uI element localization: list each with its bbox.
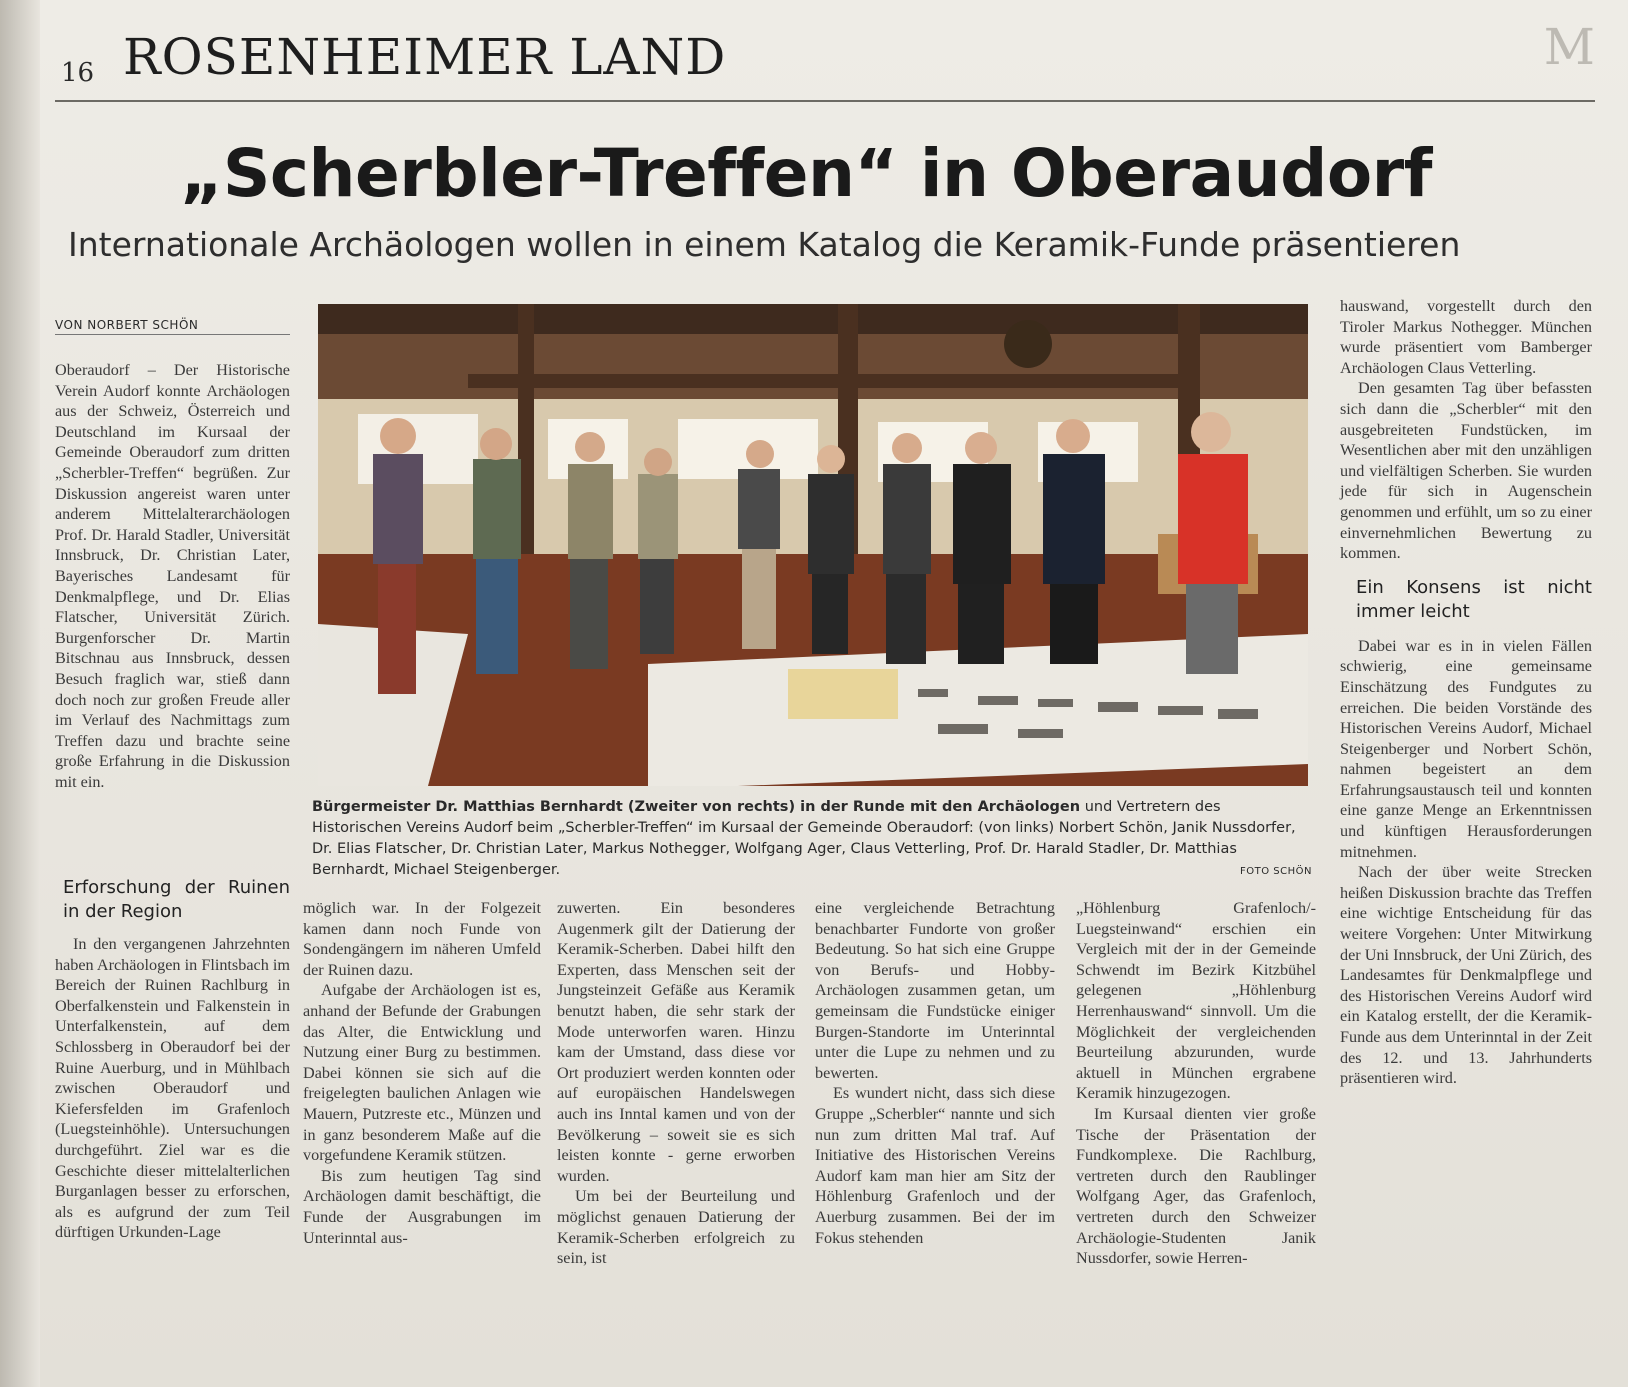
facing-page-ghost-text: M bbox=[1543, 18, 1595, 76]
paragraph: Nach der über weite Strecken heißen Diskussion brachte das Treffen eine wichtige Entscheidung für das weitere Vorgehen: Unter Mitwirkung der Uni Innsbruck, der Uni Zürich, des Landesamtes für Denkmalpflege und des Historischen Vereins Audorf wird ein Katalog erstellt, der die Keramik-Funde aus dem Unterinntal in der Zeit des 12. und 13. Jahrhunderts präsentieren wird. bbox=[1340, 863, 1592, 1088]
caption-rest: und Vertretern des Historischen Vereins Audorf beim „Scherbler-Treffen“ im Kursaal der Gemeinde Oberaudorf: (von links) Norbert Schön, Janik Nussdorfer, Dr. Elias Flatscher, Dr. Christian Later, Markus Nothegger, Wolfgang Ager, Claus Vetterling, Prof. Dr. Harald Stadler, Dr. Matthias Bernhardt, Michael Steigenberger. bbox=[312, 799, 1296, 878]
paragraph: Es wundert nicht, dass sich diese Gruppe „Scherbler“ nannte und sich nun zum dritten Mal traf. Auf Initiative des Historischen Vereins Audorf kam man hier am Sitz der Höhlenburg Grafenloch und der Auerburg zusammen. Bei der im Fokus stehenden bbox=[815, 1084, 1055, 1247]
paragraph: In den vergangenen Jahrzehnten haben Archäologen in Flintsbach im Bereich der Ruinen Rachlburg in Oberfalkenstein und Falkenstein in Unterfalkenstein, auf dem Schlossberg in Oberaudorf bei der Ruine Auerburg, und in Mühlbach zwischen Oberaudorf und Kiefersfelden im Grafenloch (Luegsteinhöhle). Untersuchungen durchgeführt. Ziel war es die Geschichte dieser mittelalterlichen Burganlagen besser zu erforschen, als es aufgrund der zum Teil dürftigen Urkunden-Lage bbox=[55, 935, 290, 1242]
paragraph: „Höhlenburg Grafenloch/-Luegsteinwand“ erschien ein Vergleich mit der in der Gemeinde Schwendt im Bezirk Kitzbühel gelegenen „Höhlenburg Herrenhauswand“ sinnvoll. Um die Möglichkeit der vergleichenden Beurteilung abzurunden, wurde aktuell in München ergrabene Keramik hinzugezogen. bbox=[1076, 899, 1316, 1103]
photo-credit: FOTO SCHÖN bbox=[1240, 866, 1312, 877]
paragraph: hauswand, vorgestellt durch den Tiroler Markus Nothegger. München wurde präsentiert vom Bamberger Archäologen Claus Vetterling. bbox=[1340, 297, 1592, 377]
column-3 bbox=[557, 898, 795, 1269]
paragraph: Um bei der Beurteilung und möglichst genauen Datierung der Keramik-Scherben erfolgreich zu sein, ist bbox=[557, 1187, 795, 1268]
page-header bbox=[55, 18, 1595, 96]
article-photo bbox=[318, 304, 1308, 786]
paragraph: Bis zum heutigen Tag sind Archäologen damit beschäftigt, die Funde der Ausgrabungen im Unterinntal aus- bbox=[303, 1166, 541, 1247]
column-2 bbox=[303, 898, 541, 1248]
caption-bold: Bürgermeister Dr. Matthias Bernhardt (Zweiter von rechts) in der Runde mit den Archäologen bbox=[312, 799, 1081, 815]
paragraph: Im Kursaal dienten vier große Tische der Präsentation der Fundkomplexe. Die Rachlburg, vertreten durch den Raublinger Wolfgang Ager, das Grafenloch, vertreten durch den Schweizer Archäologie-Studenten Janik Nussdorfer, sowie Herren- bbox=[1076, 1104, 1316, 1268]
subhead-konsens: Ein Konsens ist nicht immer leicht bbox=[1356, 576, 1592, 622]
paragraph: möglich war. In der Folgezeit kamen dann noch Funde von Sondengängern im näheren Umfeld der Ruinen dazu. bbox=[303, 899, 541, 979]
column-5 bbox=[1076, 898, 1316, 1269]
paragraph: Aufgabe der Archäologen ist es, anhand der Befunde der Grabungen das Alter, die Entwicklung und Nutzung einer Burg zu bestimmen. Dabei können sie sich auf die freigelegten baulichen Anlagen wie Mauern, Putzreste etc., Münzen und in ganz besonderem Maße auf die vorgefundene Keramik stützen. bbox=[303, 981, 541, 1165]
photo-caption bbox=[312, 797, 1307, 881]
page-fold-shadow bbox=[0, 0, 40, 1387]
byline: VON NORBERT SCHÖN bbox=[55, 318, 290, 335]
intro-paragraph: Oberaudorf – Der Historische Verein Audorf konnte Archäologen aus der Schweiz, Österreich und Deutschland im Kursaal der Gemeinde Oberaudorf zum dritten „Scherbler-Treffen“ begrüßen. Zur Diskussion angereist waren unter anderem Mittelalterarchäologen Prof. Dr. Harald Stadler, Universität Innsbruck, Dr. Christian Later, Bayerisches Landesamt für Denkmalpflege, und Dr. Elias Flatscher, Universität Zürich. Burgenforscher Dr. Martin Bitschnau aus Innsbruck, dessen Besuch fraglich war, stieß dann doch noch zur großen Freude aller im Verlauf des Nachmittags zum Treffen dazu und brachte seine große Erfahrung in die Diskussion mit ein. bbox=[55, 361, 290, 791]
column-1-body bbox=[55, 870, 290, 1243]
header-rule bbox=[55, 100, 1595, 102]
column-6 bbox=[1340, 296, 1592, 1089]
section-title: ROSENHEIMER LAND bbox=[123, 28, 727, 86]
page-number: 16 bbox=[61, 58, 95, 88]
paragraph: Dabei war es in in vielen Fällen schwierig, eine gemeinsame Einschätzung des Fundgutes zu erreichen. Die beiden Vorstände des Historischen Vereins Audorf, Michael Steigenberger und Norbert Schön, nahmen begeistert an dem Erfahrungsaustausch teil und konnten eine ganze Menge an Erkenntnissen und künftigen Herausforderungen mitnehmen. bbox=[1340, 636, 1592, 861]
headline: „Scherbler-Treffen“ in Oberaudorf bbox=[180, 135, 1432, 212]
paragraph: eine vergleichende Betrachtung benachbarter Fundorte von großer Bedeutung. So hat sich eine Gruppe von Berufs- und Hobby-Archäologen zusammen getan, um gemeinsam die Fundstücke einiger Burgen-Standorte im Unterinntal unter die Lupe zu nehmen und zu bewerten. bbox=[815, 899, 1055, 1082]
paragraph: Den gesamten Tag über befassten sich dann die „Scherbler“ mit den ausgebreiteten Fundstücken, im Wesentlichen aber mit den unzähligen und vielfältigen Scherben. Sie wurden jede für sich in Augenschein genommen und erfühlt, um so zu einer einvernehmlichen Bewertung zu kommen. bbox=[1340, 379, 1592, 563]
group-photo bbox=[318, 304, 1308, 786]
paragraph: zuwerten. Ein besonderes Augenmerk gilt der Datierung der Keramik-Scherben. Dabei hilft den Experten, dass Menschen seit der Jungsteinzeit Gefäße aus Keramik benutzt haben, die sehr stark der Mode unterworfen waren. Hinzu kam der Umstand, dass diese vor Ort produziert werden konnten oder auf europäischen Handelswegen auch ins Inntal kamen und von der Bevölkerung – soweit sie es sich leisten konnte - gerne erworben wurden. bbox=[557, 899, 795, 1185]
subhead-ruinen: Erforschung der Ruinen in der Region bbox=[63, 877, 290, 922]
column-4 bbox=[815, 898, 1055, 1248]
subheadline: Internationale Archäologen wollen in einem Katalog die Keramik-Funde präsentieren bbox=[68, 225, 1461, 264]
column-1-intro bbox=[55, 360, 290, 792]
